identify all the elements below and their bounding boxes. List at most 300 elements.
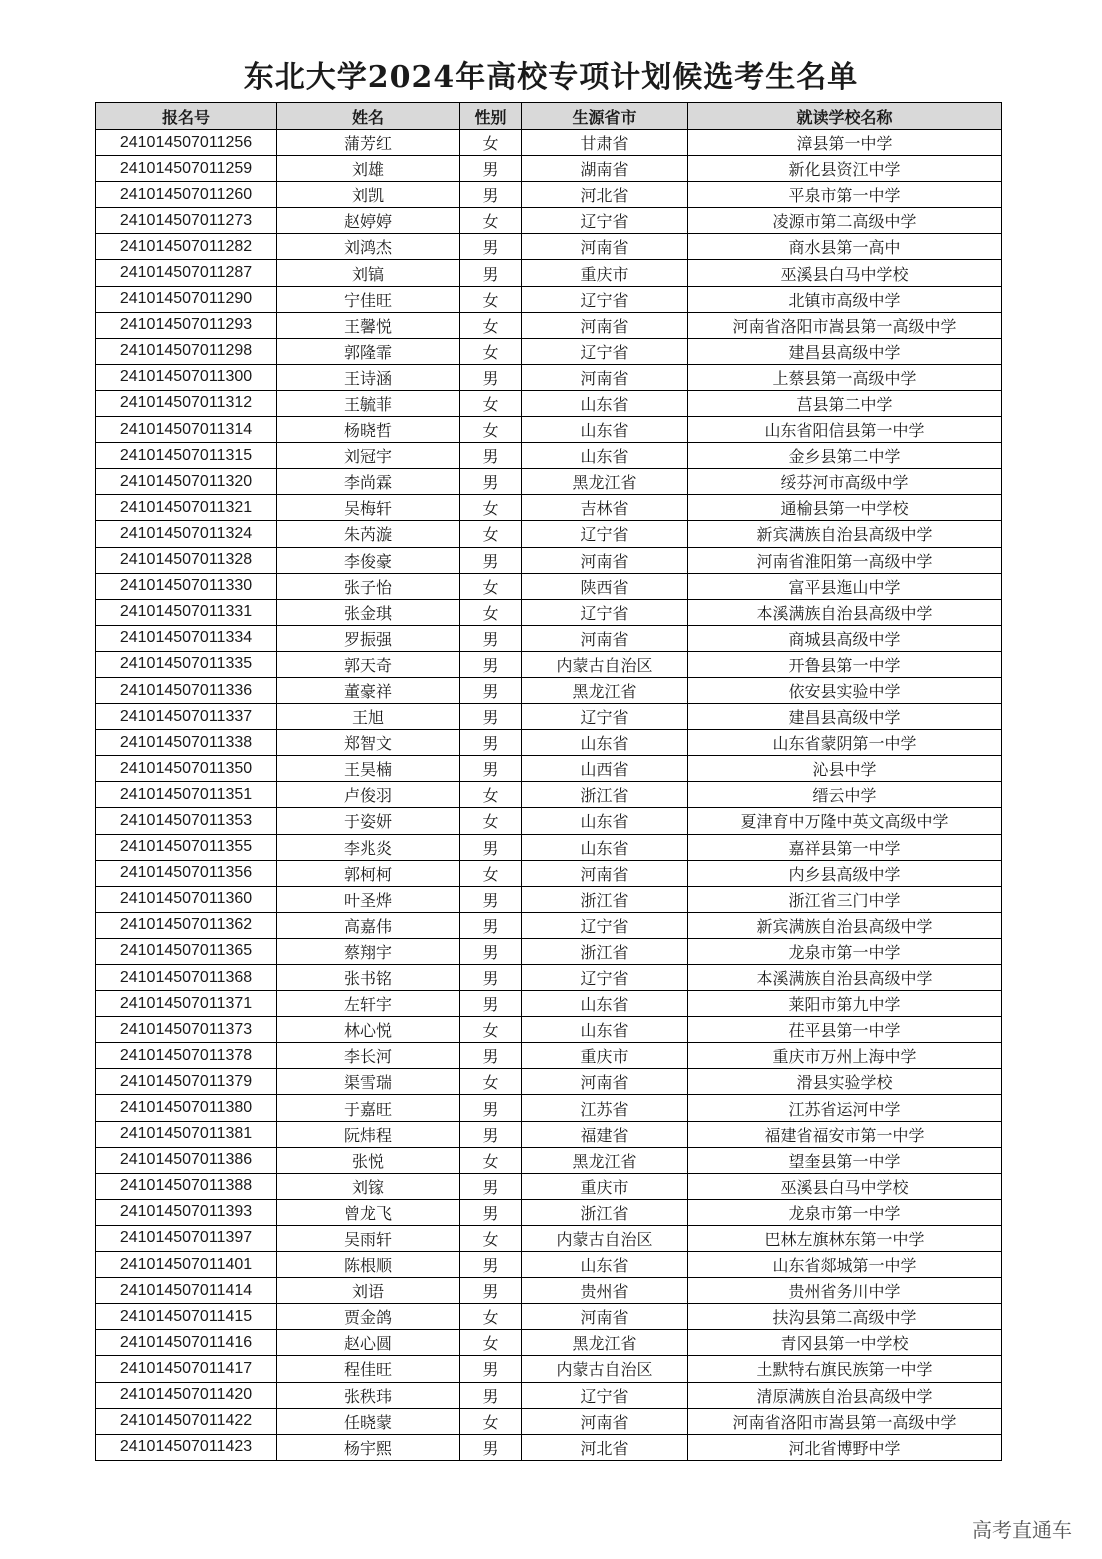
school-cell: 金乡县第二中学 — [688, 443, 1002, 469]
province-cell: 黑龙江省 — [522, 1147, 688, 1173]
gender-cell: 女 — [460, 599, 522, 625]
gender-cell: 男 — [460, 938, 522, 964]
school-cell: 新宾满族自治县高级中学 — [688, 912, 1002, 938]
name-cell: 蒲芳红 — [277, 130, 460, 156]
province-cell: 辽宁省 — [522, 704, 688, 730]
gender-cell: 男 — [460, 443, 522, 469]
registration-no-cell: 241014507011381 — [96, 1121, 277, 1147]
table-row — [96, 1017, 1002, 1043]
gender-cell: 女 — [460, 782, 522, 808]
name-cell: 曾龙飞 — [277, 1199, 460, 1225]
province-cell: 内蒙古自治区 — [522, 1225, 688, 1251]
school-cell: 重庆市万州上海中学 — [688, 1043, 1002, 1069]
name-cell: 于嘉旺 — [277, 1095, 460, 1121]
registration-no-cell: 241014507011417 — [96, 1356, 277, 1382]
province-cell: 福建省 — [522, 1121, 688, 1147]
table-row — [96, 782, 1002, 808]
table-row — [96, 286, 1002, 312]
registration-no-cell: 241014507011393 — [96, 1199, 277, 1225]
registration-no-cell: 241014507011379 — [96, 1069, 277, 1095]
school-cell: 缙云中学 — [688, 782, 1002, 808]
registration-no-cell: 241014507011338 — [96, 730, 277, 756]
registration-no-cell: 241014507011416 — [96, 1330, 277, 1356]
school-cell: 河南省淮阳第一高级中学 — [688, 547, 1002, 573]
gender-cell: 男 — [460, 677, 522, 703]
table-row — [96, 1408, 1002, 1434]
registration-no-cell: 241014507011315 — [96, 443, 277, 469]
school-cell: 浙江省三门中学 — [688, 886, 1002, 912]
name-cell: 卢俊羽 — [277, 782, 460, 808]
province-cell: 河南省 — [522, 364, 688, 390]
province-cell: 山东省 — [522, 1017, 688, 1043]
table-row — [96, 1199, 1002, 1225]
school-cell: 青冈县第一中学校 — [688, 1330, 1002, 1356]
province-cell: 贵州省 — [522, 1278, 688, 1304]
province-cell: 山东省 — [522, 1252, 688, 1278]
gender-cell: 女 — [460, 312, 522, 338]
gender-cell: 男 — [460, 1252, 522, 1278]
registration-no-cell: 241014507011259 — [96, 156, 277, 182]
gender-cell: 男 — [460, 1434, 522, 1460]
gender-cell: 女 — [460, 1408, 522, 1434]
registration-no-cell: 241014507011334 — [96, 625, 277, 651]
school-cell: 巫溪县白马中学校 — [688, 1173, 1002, 1199]
province-cell: 重庆市 — [522, 1173, 688, 1199]
province-cell: 山东省 — [522, 834, 688, 860]
gender-cell: 男 — [460, 756, 522, 782]
registration-no-cell: 241014507011388 — [96, 1173, 277, 1199]
province-cell: 陕西省 — [522, 573, 688, 599]
school-cell: 嘉祥县第一中学 — [688, 834, 1002, 860]
table-row — [96, 965, 1002, 991]
school-cell: 开鲁县第一中学 — [688, 651, 1002, 677]
registration-no-cell: 241014507011298 — [96, 338, 277, 364]
gender-cell: 男 — [460, 886, 522, 912]
gender-cell: 女 — [460, 208, 522, 234]
name-cell: 张秩玮 — [277, 1382, 460, 1408]
province-cell: 辽宁省 — [522, 912, 688, 938]
province-cell: 山东省 — [522, 730, 688, 756]
table-row — [96, 1382, 1002, 1408]
table-row — [96, 312, 1002, 338]
table-body — [96, 130, 1002, 1461]
province-cell: 河北省 — [522, 1434, 688, 1460]
province-cell: 辽宁省 — [522, 286, 688, 312]
province-cell: 辽宁省 — [522, 208, 688, 234]
school-cell: 北镇市高级中学 — [688, 286, 1002, 312]
gender-cell: 女 — [460, 573, 522, 599]
table-row — [96, 469, 1002, 495]
table-row — [96, 1069, 1002, 1095]
registration-no-cell: 241014507011420 — [96, 1382, 277, 1408]
province-cell: 辽宁省 — [522, 1382, 688, 1408]
table-row — [96, 1173, 1002, 1199]
gender-cell: 女 — [460, 1304, 522, 1330]
gender-cell: 男 — [460, 965, 522, 991]
table-row — [96, 991, 1002, 1017]
registration-no-cell: 241014507011287 — [96, 260, 277, 286]
school-cell: 莒县第二中学 — [688, 390, 1002, 416]
table-row — [96, 1225, 1002, 1251]
gender-cell: 男 — [460, 1278, 522, 1304]
name-cell: 李兆炎 — [277, 834, 460, 860]
table-row — [96, 130, 1002, 156]
gender-cell: 女 — [460, 390, 522, 416]
table-row — [96, 1330, 1002, 1356]
province-cell: 河北省 — [522, 182, 688, 208]
name-cell: 任晓蒙 — [277, 1408, 460, 1434]
gender-cell: 男 — [460, 1043, 522, 1069]
table-row — [96, 886, 1002, 912]
school-cell: 绥芬河市高级中学 — [688, 469, 1002, 495]
gender-cell: 男 — [460, 1173, 522, 1199]
column-header-gender: 性别 — [460, 103, 522, 130]
school-cell: 内乡县高级中学 — [688, 860, 1002, 886]
registration-no-cell: 241014507011397 — [96, 1225, 277, 1251]
gender-cell: 男 — [460, 912, 522, 938]
table-row — [96, 808, 1002, 834]
gender-cell: 男 — [460, 260, 522, 286]
name-cell: 蔡翔宇 — [277, 938, 460, 964]
name-cell: 刘语 — [277, 1278, 460, 1304]
name-cell: 张子怡 — [277, 573, 460, 599]
registration-no-cell: 241014507011371 — [96, 991, 277, 1017]
registration-no-cell: 241014507011314 — [96, 417, 277, 443]
province-cell: 浙江省 — [522, 782, 688, 808]
province-cell: 甘肃省 — [522, 130, 688, 156]
province-cell: 重庆市 — [522, 1043, 688, 1069]
school-cell: 河北省博野中学 — [688, 1434, 1002, 1460]
province-cell: 辽宁省 — [522, 965, 688, 991]
gender-cell: 男 — [460, 1095, 522, 1121]
registration-no-cell: 241014507011328 — [96, 547, 277, 573]
province-cell: 河南省 — [522, 625, 688, 651]
registration-no-cell: 241014507011256 — [96, 130, 277, 156]
gender-cell: 女 — [460, 1069, 522, 1095]
name-cell: 赵婷婷 — [277, 208, 460, 234]
registration-no-cell: 241014507011362 — [96, 912, 277, 938]
gender-cell: 男 — [460, 991, 522, 1017]
school-cell: 山东省阳信县第一中学 — [688, 417, 1002, 443]
province-cell: 辽宁省 — [522, 338, 688, 364]
school-cell: 本溪满族自治县高级中学 — [688, 965, 1002, 991]
school-cell: 扶沟县第二高级中学 — [688, 1304, 1002, 1330]
name-cell: 王昊楠 — [277, 756, 460, 782]
school-cell: 清原满族自治县高级中学 — [688, 1382, 1002, 1408]
province-cell: 河南省 — [522, 312, 688, 338]
school-cell: 商水县第一高中 — [688, 234, 1002, 260]
name-cell: 陈根顺 — [277, 1252, 460, 1278]
name-cell: 董豪祥 — [277, 677, 460, 703]
province-cell: 山东省 — [522, 390, 688, 416]
name-cell: 赵心圆 — [277, 1330, 460, 1356]
table-row — [96, 625, 1002, 651]
name-cell: 张悦 — [277, 1147, 460, 1173]
table-row — [96, 1043, 1002, 1069]
province-cell: 山东省 — [522, 991, 688, 1017]
school-cell: 龙泉市第一中学 — [688, 1199, 1002, 1225]
school-cell: 茌平县第一中学 — [688, 1017, 1002, 1043]
gender-cell: 男 — [460, 234, 522, 260]
school-cell: 龙泉市第一中学 — [688, 938, 1002, 964]
registration-no-cell: 241014507011380 — [96, 1095, 277, 1121]
table-row — [96, 1147, 1002, 1173]
table-row — [96, 1304, 1002, 1330]
gender-cell: 女 — [460, 286, 522, 312]
gender-cell: 女 — [460, 860, 522, 886]
table-row — [96, 338, 1002, 364]
table-row — [96, 443, 1002, 469]
registration-no-cell: 241014507011324 — [96, 521, 277, 547]
registration-no-cell: 241014507011335 — [96, 651, 277, 677]
province-cell: 河南省 — [522, 547, 688, 573]
school-cell: 滑县实验学校 — [688, 1069, 1002, 1095]
table-row — [96, 730, 1002, 756]
gender-cell: 男 — [460, 625, 522, 651]
table-row — [96, 208, 1002, 234]
registration-no-cell: 241014507011293 — [96, 312, 277, 338]
name-cell: 贾金鸽 — [277, 1304, 460, 1330]
gender-cell: 男 — [460, 1356, 522, 1382]
school-cell: 商城县高级中学 — [688, 625, 1002, 651]
province-cell: 河南省 — [522, 234, 688, 260]
registration-no-cell: 241014507011273 — [96, 208, 277, 234]
school-cell: 依安县实验中学 — [688, 677, 1002, 703]
province-cell: 河南省 — [522, 1069, 688, 1095]
gender-cell: 男 — [460, 469, 522, 495]
name-cell: 刘镐 — [277, 260, 460, 286]
registration-no-cell: 241014507011360 — [96, 886, 277, 912]
gender-cell: 女 — [460, 808, 522, 834]
name-cell: 刘雄 — [277, 156, 460, 182]
registration-no-cell: 241014507011365 — [96, 938, 277, 964]
name-cell: 叶圣烨 — [277, 886, 460, 912]
registration-no-cell: 241014507011321 — [96, 495, 277, 521]
name-cell: 张书铭 — [277, 965, 460, 991]
page-title: 东北大学2024年高校专项计划候选考生名单 — [243, 60, 859, 95]
school-cell: 通榆县第一中学校 — [688, 495, 1002, 521]
province-cell: 黑龙江省 — [522, 469, 688, 495]
table-row — [96, 390, 1002, 416]
school-cell: 贵州省务川中学 — [688, 1278, 1002, 1304]
name-cell: 罗振强 — [277, 625, 460, 651]
name-cell: 王毓菲 — [277, 390, 460, 416]
registration-no-cell: 241014507011260 — [96, 182, 277, 208]
province-cell: 浙江省 — [522, 938, 688, 964]
registration-no-cell: 241014507011356 — [96, 860, 277, 886]
province-cell: 湖南省 — [522, 156, 688, 182]
school-cell: 富平县迤山中学 — [688, 573, 1002, 599]
table-row — [96, 234, 1002, 260]
column-header-name: 姓名 — [277, 103, 460, 130]
gender-cell: 男 — [460, 156, 522, 182]
province-cell: 黑龙江省 — [522, 1330, 688, 1356]
column-header-province: 生源省市 — [522, 103, 688, 130]
watermark: 高考直通车 — [972, 1518, 1072, 1542]
gender-cell: 女 — [460, 130, 522, 156]
table-row — [96, 495, 1002, 521]
gender-cell: 男 — [460, 1382, 522, 1408]
table-row — [96, 704, 1002, 730]
registration-no-cell: 241014507011414 — [96, 1278, 277, 1304]
table-row — [96, 521, 1002, 547]
school-cell: 望奎县第一中学 — [688, 1147, 1002, 1173]
gender-cell: 男 — [460, 547, 522, 573]
gender-cell: 男 — [460, 834, 522, 860]
table-row — [96, 834, 1002, 860]
province-cell: 浙江省 — [522, 1199, 688, 1225]
school-cell: 凌源市第二高级中学 — [688, 208, 1002, 234]
province-cell: 辽宁省 — [522, 521, 688, 547]
table-row — [96, 1278, 1002, 1304]
name-cell: 刘冠宇 — [277, 443, 460, 469]
school-cell: 巫溪县白马中学校 — [688, 260, 1002, 286]
province-cell: 内蒙古自治区 — [522, 1356, 688, 1382]
registration-no-cell: 241014507011350 — [96, 756, 277, 782]
name-cell: 刘镓 — [277, 1173, 460, 1199]
school-cell: 建昌县高级中学 — [688, 704, 1002, 730]
name-cell: 左轩宇 — [277, 991, 460, 1017]
province-cell: 山西省 — [522, 756, 688, 782]
name-cell: 郑智文 — [277, 730, 460, 756]
province-cell: 山东省 — [522, 443, 688, 469]
name-cell: 郭天奇 — [277, 651, 460, 677]
gender-cell: 男 — [460, 651, 522, 677]
gender-cell: 女 — [460, 338, 522, 364]
table-row — [96, 1434, 1002, 1460]
gender-cell: 男 — [460, 704, 522, 730]
table-row — [96, 547, 1002, 573]
school-cell: 河南省洛阳市嵩县第一高级中学 — [688, 1408, 1002, 1434]
gender-cell: 男 — [460, 730, 522, 756]
school-cell: 江苏省运河中学 — [688, 1095, 1002, 1121]
table-row — [96, 417, 1002, 443]
name-cell: 高嘉伟 — [277, 912, 460, 938]
gender-cell: 女 — [460, 1147, 522, 1173]
table-row — [96, 1356, 1002, 1382]
name-cell: 郭隆霏 — [277, 338, 460, 364]
province-cell: 浙江省 — [522, 886, 688, 912]
school-cell: 莱阳市第九中学 — [688, 991, 1002, 1017]
school-cell: 山东省蒙阴第一中学 — [688, 730, 1002, 756]
name-cell: 刘凯 — [277, 182, 460, 208]
school-cell: 本溪满族自治县高级中学 — [688, 599, 1002, 625]
name-cell: 王诗涵 — [277, 364, 460, 390]
registration-no-cell: 241014507011290 — [96, 286, 277, 312]
gender-cell: 男 — [460, 1199, 522, 1225]
province-cell: 河南省 — [522, 1408, 688, 1434]
table-row — [96, 756, 1002, 782]
name-cell: 吴雨轩 — [277, 1225, 460, 1251]
name-cell: 王馨悦 — [277, 312, 460, 338]
registration-no-cell: 241014507011373 — [96, 1017, 277, 1043]
table-header-row — [96, 103, 1002, 130]
province-cell: 内蒙古自治区 — [522, 651, 688, 677]
name-cell: 郭柯柯 — [277, 860, 460, 886]
school-cell: 漳县第一中学 — [688, 130, 1002, 156]
column-header-registration-no: 报名号 — [96, 103, 277, 130]
name-cell: 朱芮漩 — [277, 521, 460, 547]
gender-cell: 男 — [460, 364, 522, 390]
name-cell: 李俊豪 — [277, 547, 460, 573]
province-cell: 重庆市 — [522, 260, 688, 286]
registration-no-cell: 241014507011312 — [96, 390, 277, 416]
registration-no-cell: 241014507011415 — [96, 1304, 277, 1330]
column-header-school: 就读学校名称 — [688, 103, 1002, 130]
gender-cell: 女 — [460, 521, 522, 547]
table-row — [96, 573, 1002, 599]
table-row — [96, 938, 1002, 964]
candidate-table — [95, 102, 1002, 1461]
registration-no-cell: 241014507011368 — [96, 965, 277, 991]
province-cell: 河南省 — [522, 1304, 688, 1330]
name-cell: 杨宇熙 — [277, 1434, 460, 1460]
registration-no-cell: 241014507011320 — [96, 469, 277, 495]
name-cell: 程佳旺 — [277, 1356, 460, 1382]
table-row — [96, 677, 1002, 703]
gender-cell: 女 — [460, 1017, 522, 1043]
province-cell: 吉林省 — [522, 495, 688, 521]
name-cell: 刘鸿杰 — [277, 234, 460, 260]
school-cell: 巴林左旗林东第一中学 — [688, 1225, 1002, 1251]
table-row — [96, 364, 1002, 390]
province-cell: 江苏省 — [522, 1095, 688, 1121]
registration-no-cell: 241014507011386 — [96, 1147, 277, 1173]
name-cell: 林心悦 — [277, 1017, 460, 1043]
name-cell: 张金琪 — [277, 599, 460, 625]
registration-no-cell: 241014507011351 — [96, 782, 277, 808]
gender-cell: 女 — [460, 495, 522, 521]
table-row — [96, 651, 1002, 677]
table-row — [96, 260, 1002, 286]
registration-no-cell: 241014507011282 — [96, 234, 277, 260]
registration-no-cell: 241014507011401 — [96, 1252, 277, 1278]
registration-no-cell: 241014507011336 — [96, 677, 277, 703]
school-cell: 河南省洛阳市嵩县第一高级中学 — [688, 312, 1002, 338]
table-row — [96, 156, 1002, 182]
gender-cell: 男 — [460, 1121, 522, 1147]
name-cell: 李尚霖 — [277, 469, 460, 495]
name-cell: 吴梅轩 — [277, 495, 460, 521]
name-cell: 王旭 — [277, 704, 460, 730]
school-cell: 福建省福安市第一中学 — [688, 1121, 1002, 1147]
name-cell: 阮炜程 — [277, 1121, 460, 1147]
school-cell: 上蔡县第一高级中学 — [688, 364, 1002, 390]
registration-no-cell: 241014507011355 — [96, 834, 277, 860]
table-row — [96, 912, 1002, 938]
name-cell: 杨晓哲 — [277, 417, 460, 443]
province-cell: 黑龙江省 — [522, 677, 688, 703]
registration-no-cell: 241014507011423 — [96, 1434, 277, 1460]
school-cell: 新化县资江中学 — [688, 156, 1002, 182]
table-row — [96, 1252, 1002, 1278]
registration-no-cell: 241014507011378 — [96, 1043, 277, 1069]
registration-no-cell: 241014507011331 — [96, 599, 277, 625]
school-cell: 山东省郯城第一中学 — [688, 1252, 1002, 1278]
table-row — [96, 599, 1002, 625]
gender-cell: 女 — [460, 417, 522, 443]
name-cell: 宁佳旺 — [277, 286, 460, 312]
school-cell: 建昌县高级中学 — [688, 338, 1002, 364]
registration-no-cell: 241014507011353 — [96, 808, 277, 834]
registration-no-cell: 241014507011330 — [96, 573, 277, 599]
province-cell: 河南省 — [522, 860, 688, 886]
name-cell: 于姿妍 — [277, 808, 460, 834]
table-row — [96, 182, 1002, 208]
school-cell: 沁县中学 — [688, 756, 1002, 782]
province-cell: 辽宁省 — [522, 599, 688, 625]
school-cell: 夏津育中万隆中英文高级中学 — [688, 808, 1002, 834]
